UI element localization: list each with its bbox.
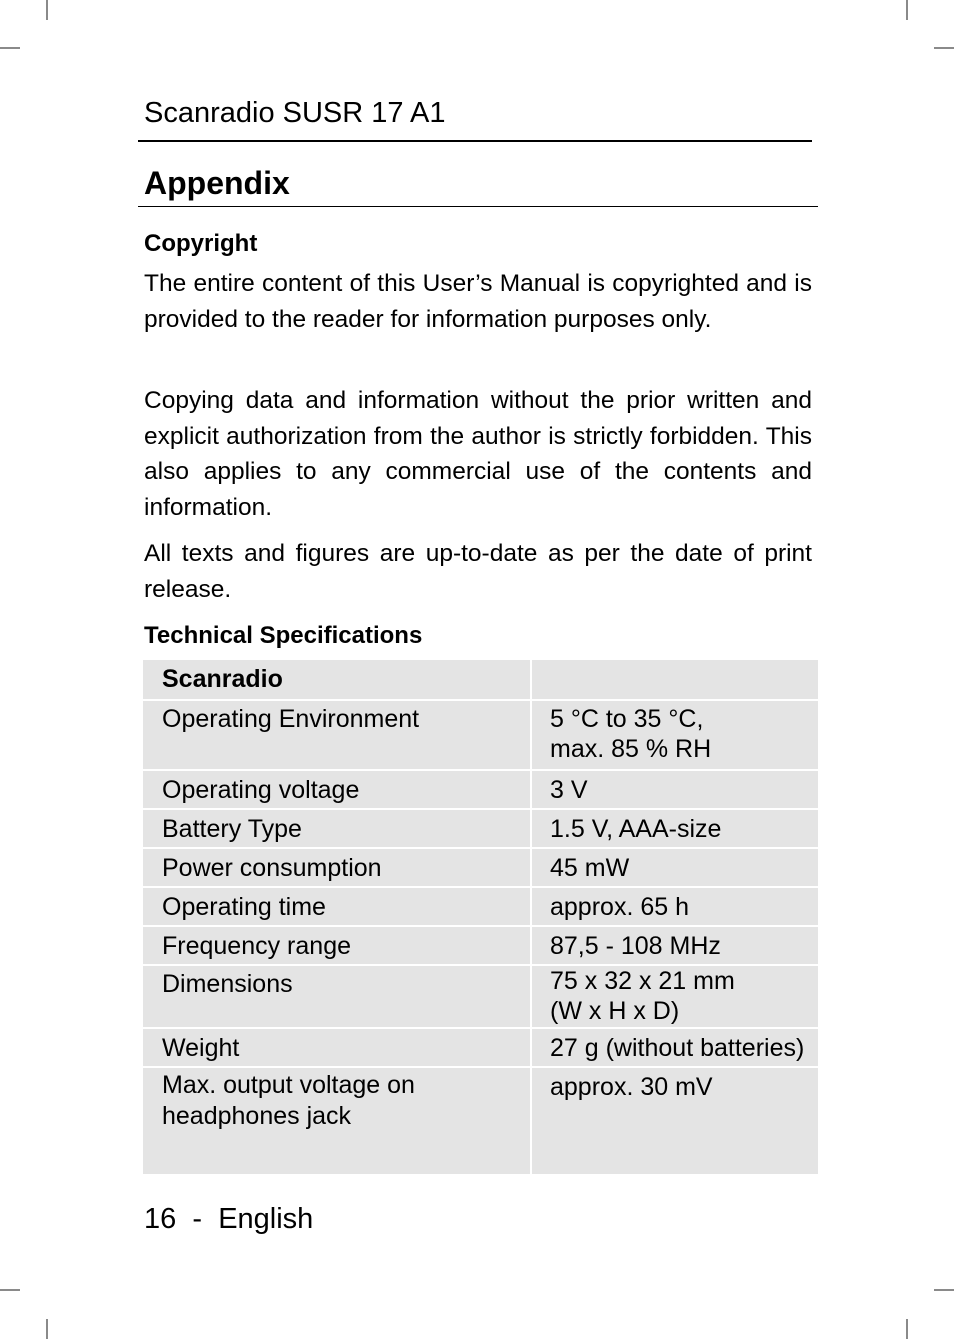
spec-value-cell bbox=[531, 926, 818, 965]
spec-label-cell bbox=[143, 1028, 531, 1067]
spec-label-cell bbox=[143, 1067, 531, 1174]
spec-label: Operating Environment bbox=[162, 705, 420, 733]
crop-mark bbox=[906, 0, 908, 20]
table-row bbox=[143, 926, 818, 965]
spec-label-cell bbox=[143, 965, 531, 1028]
spec-value-cell bbox=[531, 770, 818, 809]
section-rule bbox=[138, 206, 818, 207]
crop-mark bbox=[934, 1289, 954, 1291]
spec-value: 27 g (without batteries) bbox=[550, 1034, 805, 1062]
specs-heading: Technical Specifications bbox=[144, 622, 423, 649]
running-header: Scanradio SUSR 17 A1 bbox=[144, 97, 446, 129]
section-title: Appendix bbox=[144, 165, 290, 201]
spec-label-cell bbox=[143, 700, 531, 770]
spec-label-cell bbox=[143, 809, 531, 848]
table-header-cell bbox=[143, 660, 531, 700]
spec-value: 1.5 V, AAA-size bbox=[550, 815, 722, 843]
table-row bbox=[143, 700, 818, 770]
spec-label: Max. output voltage on headphones jack bbox=[162, 1071, 415, 1130]
page-number: 16 bbox=[144, 1203, 177, 1235]
table-header-empty-cell bbox=[531, 660, 818, 700]
spec-value: approx. 65 h bbox=[550, 893, 689, 921]
crop-mark bbox=[46, 1319, 48, 1339]
crop-mark bbox=[906, 1319, 908, 1339]
copyright-heading: Copyright bbox=[144, 230, 258, 257]
spec-value-cell bbox=[531, 1028, 818, 1067]
spec-value: 75 x 32 x 21 mm (W x H x D) bbox=[550, 967, 735, 1025]
copyright-paragraph: All texts and figures are up-to-date as per the date of print release. bbox=[144, 540, 812, 603]
spec-value: 45 mW bbox=[550, 854, 630, 882]
spec-value: 3 V bbox=[550, 776, 588, 804]
spec-label: Battery Type bbox=[162, 815, 302, 843]
spec-label: Weight bbox=[162, 1034, 240, 1062]
crop-mark bbox=[0, 1289, 20, 1291]
table-header-row bbox=[143, 660, 818, 700]
copyright-paragraph: The entire content of this User’s Manual is copyrighted and is provided to the reader for information purposes only. bbox=[144, 270, 812, 333]
spec-label-cell bbox=[143, 887, 531, 926]
spec-label: Operating voltage bbox=[162, 776, 360, 804]
spec-value-cell bbox=[531, 809, 818, 848]
spec-value-cell bbox=[531, 1067, 818, 1174]
spec-table bbox=[143, 660, 818, 1174]
spec-value-cell bbox=[531, 965, 818, 1028]
crop-mark bbox=[0, 47, 20, 49]
spec-value-cell bbox=[531, 700, 818, 770]
table-row bbox=[143, 1028, 818, 1067]
spec-label-cell bbox=[143, 926, 531, 965]
footer-separator: - bbox=[192, 1203, 203, 1235]
table-row bbox=[143, 887, 818, 926]
table-row bbox=[143, 770, 818, 809]
table-header-label: Scanradio bbox=[162, 665, 283, 693]
crop-mark bbox=[46, 0, 48, 20]
table-row bbox=[143, 965, 818, 1028]
spec-label: Operating time bbox=[162, 893, 326, 921]
spec-value-cell bbox=[531, 887, 818, 926]
spec-value: 87,5 - 108 MHz bbox=[550, 932, 721, 960]
page-footer bbox=[144, 1202, 313, 1236]
spec-label-cell bbox=[143, 770, 531, 809]
spec-value-cell bbox=[531, 848, 818, 887]
table-row bbox=[143, 809, 818, 848]
spec-value: 5 °C to 35 °C, max. 85 % RH bbox=[550, 705, 712, 763]
footer-language: English bbox=[218, 1203, 314, 1235]
header-rule bbox=[138, 140, 812, 142]
table-row bbox=[143, 848, 818, 887]
spec-label: Frequency range bbox=[162, 932, 352, 960]
crop-mark bbox=[934, 47, 954, 49]
copyright-paragraph: Copying data and information without the prior written and explicit authorization from the author is strictly forbidden. This also applies to any commercial use of the contents and information. bbox=[144, 387, 812, 521]
spec-value: approx. 30 mV bbox=[550, 1073, 713, 1101]
spec-label-cell bbox=[143, 848, 531, 887]
table-row bbox=[143, 1067, 818, 1174]
spec-label: Power consumption bbox=[162, 854, 382, 882]
spec-label: Dimensions bbox=[162, 970, 293, 998]
